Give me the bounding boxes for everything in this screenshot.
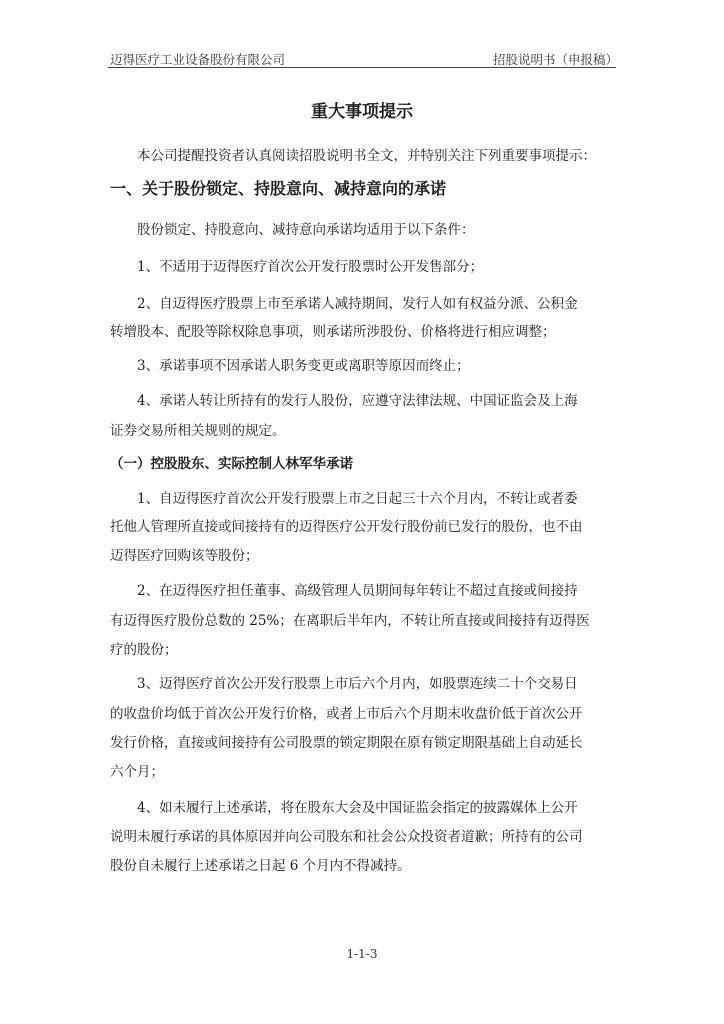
header-doc-title: 招股说明书（申报稿） (492, 52, 618, 67)
intro-paragraph: 本公司提醒投资者认真阅读招股说明书全文，并特别关注下列重要事项提示： (137, 148, 596, 164)
subsection-heading: （一）控股股东、实际控制人林军华承诺 (110, 456, 353, 472)
condition-3-line-1: 3、承诺事项不因承诺人职务变更或离职等原因而终止； (137, 358, 470, 374)
section-lead: 股份锁定、持股意向、减持意向承诺均适用于以下条件： (137, 222, 475, 238)
commitment-4-line-3: 股份自未履行上述承诺之日起 6 个月内不得减持。 (110, 858, 411, 874)
commitment-2-line-3: 疗的股份； (110, 642, 178, 658)
condition-4-line-1: 4、承诺人转让所持有的发行人股份，应遵守法律法规、中国证监会及上海 (137, 393, 578, 409)
condition-2-line-2: 转增股本、配股等除权除息事项，则承诺所涉股份、价格将进行相应调整； (110, 324, 556, 340)
page-title: 重大事项提示 (311, 102, 413, 122)
commitment-3-line-1: 3、迈得医疗首次公开发行股票上市后六个月内，如股票连续二十个交易日 (137, 676, 578, 692)
commitment-3-line-3: 发行价格，直接或间接持有公司股票的锁定期限在原有锁定期限基础上自动延长 (110, 735, 583, 751)
page-number: 1-1-3 (346, 947, 378, 961)
condition-2-line-1: 2、自迈得医疗股票上市至承诺人减持期间，发行人如有权益分派、公积金 (137, 296, 578, 312)
header-company: 迈得医疗工业设备股份有限公司 (110, 52, 286, 67)
commitment-1-line-2: 托他人管理所直接或间接持有的迈得医疗公开发行股份前已发行的股份，也不由 (110, 519, 583, 535)
commitment-2-line-2: 有迈得医疗股份总数的 25%；在离职后半年内，不转让所直接或间接持有迈得医 (110, 613, 590, 629)
condition-1-line-1: 1、不适用于迈得医疗首次公开发行股票时公开发售部分； (137, 259, 484, 275)
commitment-3-line-2: 的收盘价均低于首次公开发行价格，或者上市后六个月期末收盘价低于首次公开 (110, 706, 583, 722)
commitment-4-line-1: 4、如未履行上述承诺，将在股东大会及中国证监会指定的披露媒体上公开 (137, 800, 578, 816)
commitment-1-line-1: 1、自迈得医疗首次公开发行股票上市之日起三十六个月内，不转让或者委 (137, 491, 578, 507)
commitment-2-line-1: 2、在迈得医疗担任董事、高级管理人员期间每年转让不超过直接或间接持 (137, 583, 578, 599)
commitment-4-line-2: 说明未履行承诺的具体原因并向公司股东和社会公众投资者道歉；所持有的公司 (110, 829, 583, 845)
header-rule (108, 67, 616, 68)
commitment-1-line-3: 迈得医疗回购该等股份； (110, 548, 259, 564)
condition-4-line-2: 证券交易所相关规则的规定。 (110, 423, 286, 439)
commitment-3-line-4: 六个月； (110, 764, 164, 780)
section-heading: 一、关于股份锁定、持股意向、减持意向的承诺 (110, 179, 447, 198)
